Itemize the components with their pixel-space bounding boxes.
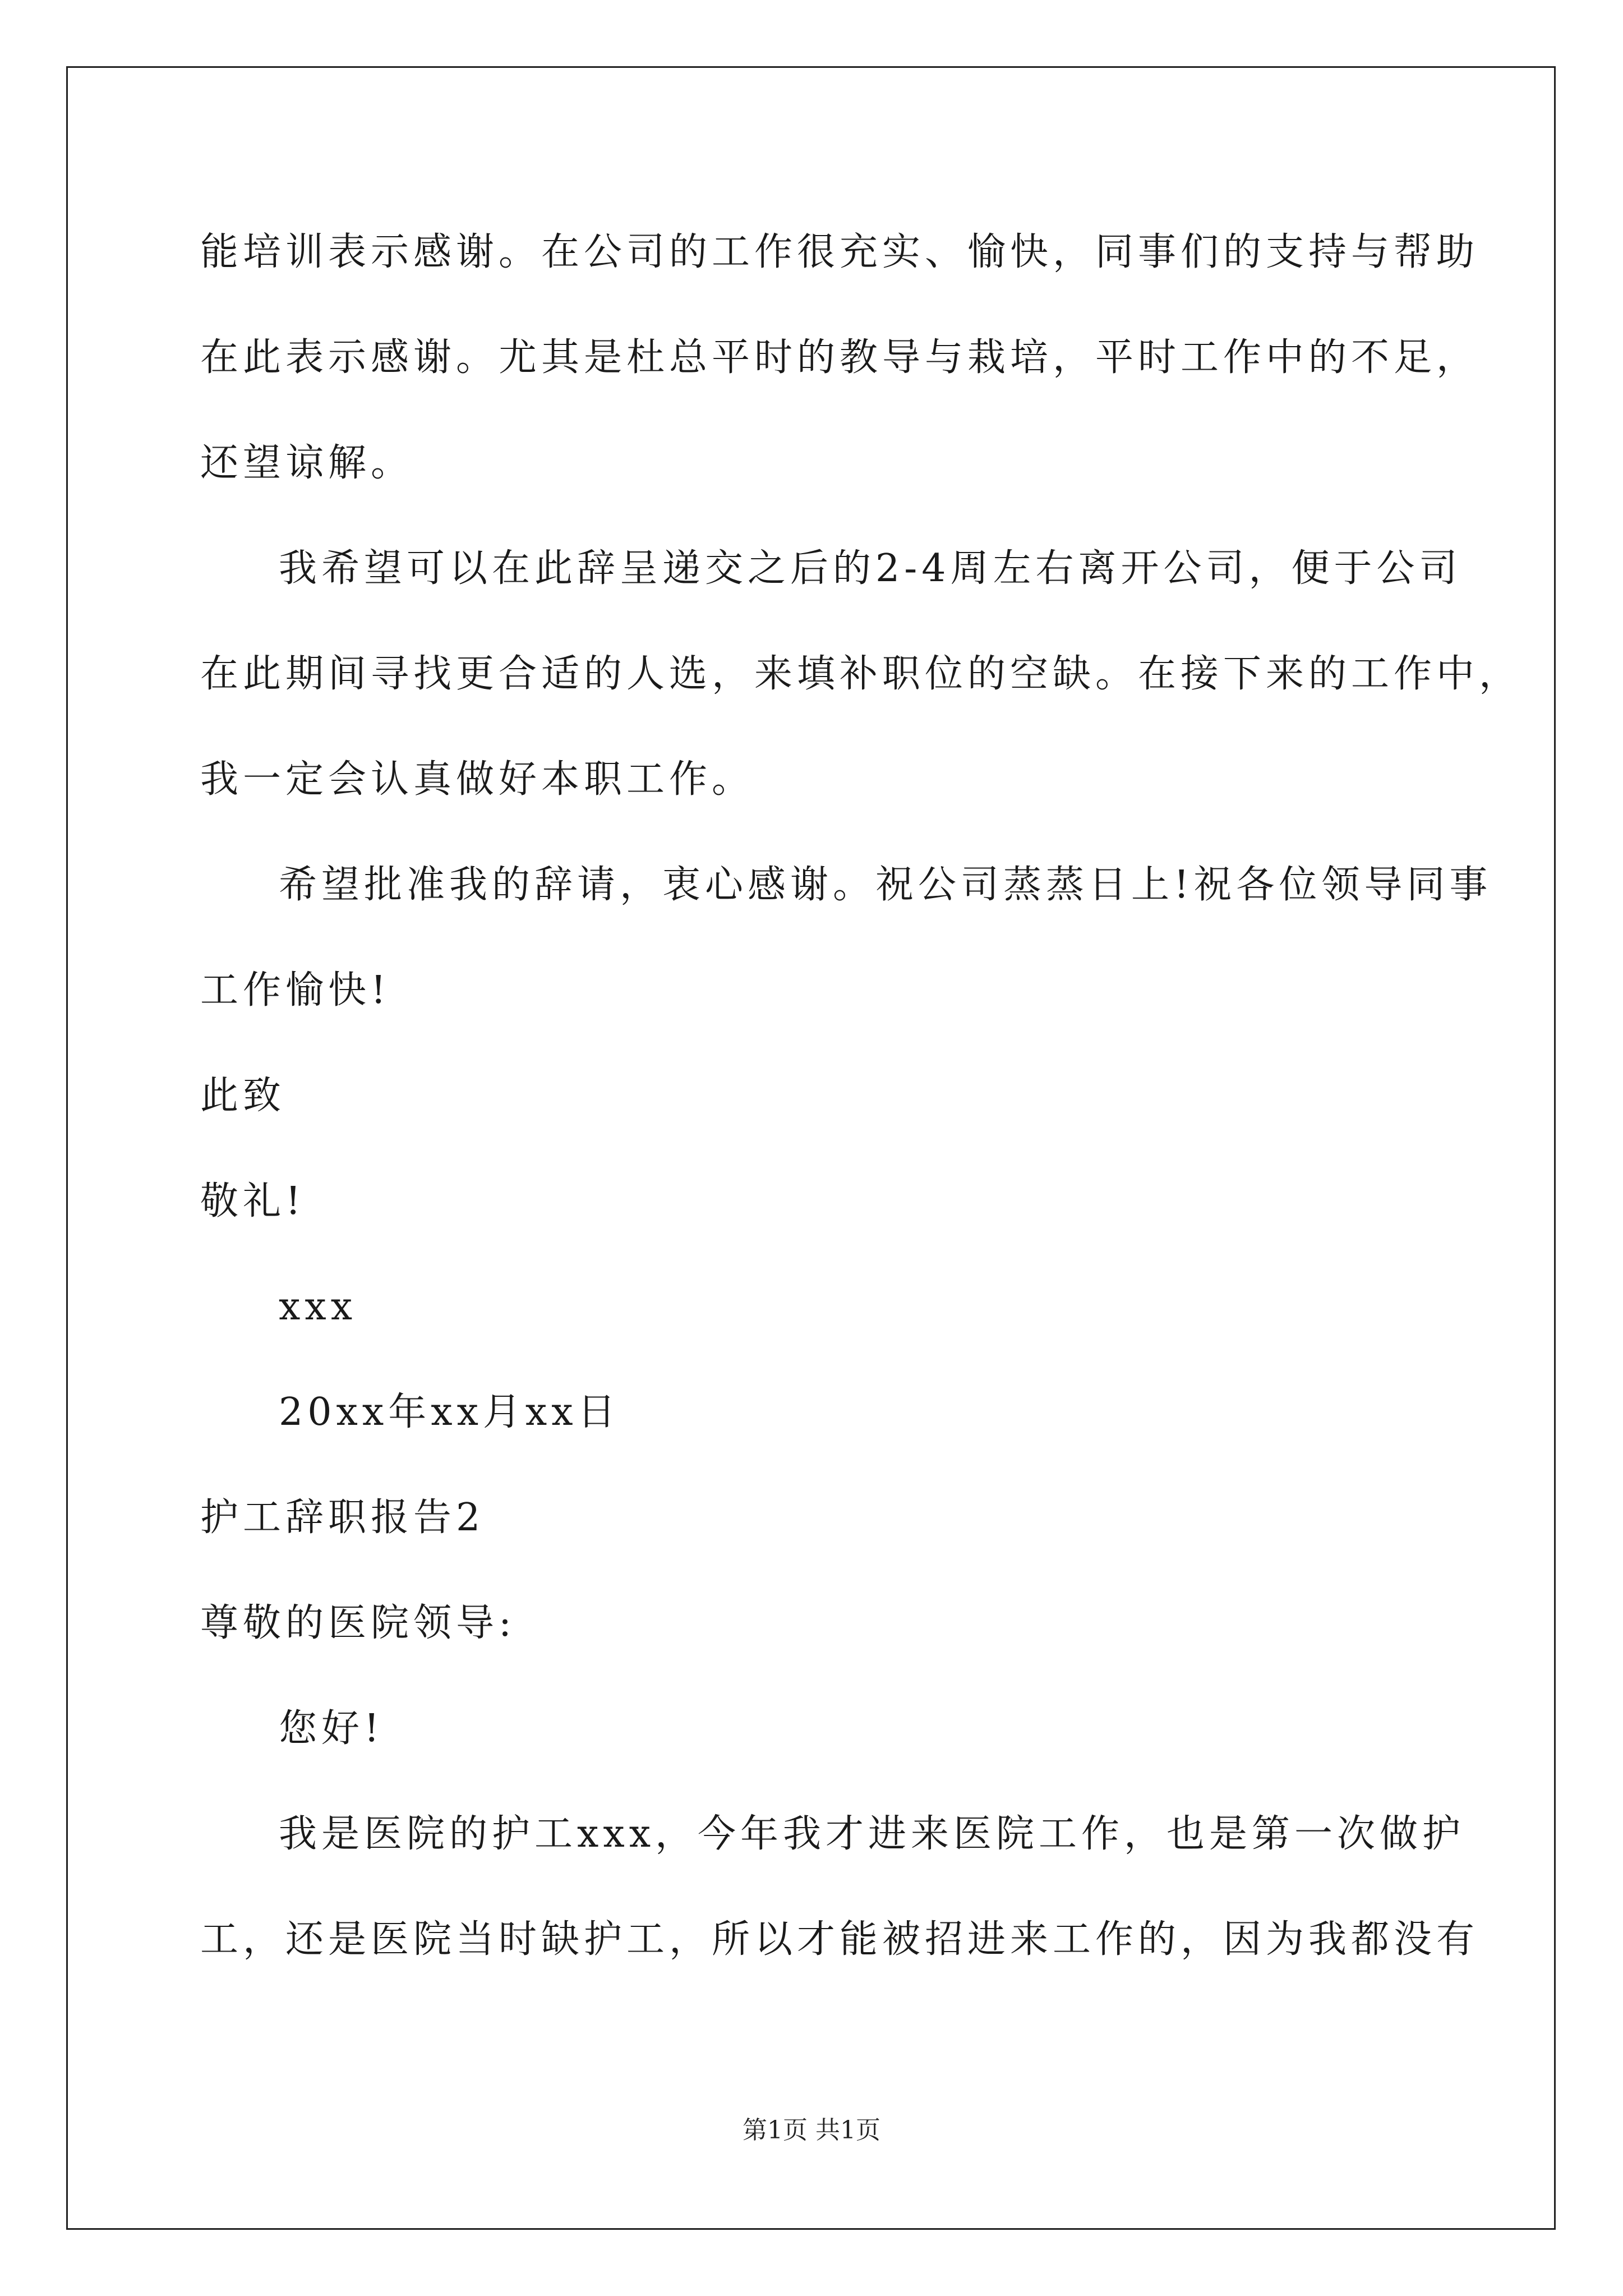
body-line-8: 工作愉快! bbox=[200, 968, 391, 1013]
greeting: 您好! bbox=[279, 1706, 384, 1751]
body-line-6: 我一定会认真做好本职工作。 bbox=[200, 757, 755, 802]
body-line-17: 工，还是医院当时缺护工，所以才能被招进来工作的，因为我都没有 bbox=[200, 1917, 1479, 1962]
section-title: 护工辞职报告2 bbox=[200, 1496, 485, 1540]
page-border bbox=[66, 66, 1556, 2230]
closing-regards: 敬礼! bbox=[200, 1179, 306, 1223]
addressee: 尊敬的医院领导: bbox=[200, 1601, 516, 1645]
body-line-16: 我是医院的护工xxx，今年我才进来医院工作，也是第一次做护 bbox=[279, 1812, 1465, 1856]
signature-name: xxx bbox=[279, 1285, 357, 1329]
page-number: 第1页 共1页 bbox=[743, 2116, 880, 2145]
body-line-3: 还望谅解。 bbox=[200, 441, 414, 485]
closing-salutation: 此致 bbox=[200, 1074, 286, 1118]
body-line-7: 希望批准我的辞请，衷心感谢。祝公司蒸蒸日上!祝各位领导同事 bbox=[279, 863, 1492, 907]
body-line-1: 能培训表示感谢。在公司的工作很充实、愉快，同事们的支持与帮助 bbox=[200, 230, 1479, 274]
body-line-5: 在此期间寻找更合适的人选，来填补职位的空缺。在接下来的工作中， bbox=[200, 652, 1522, 696]
body-line-4: 我希望可以在此辞呈递交之后的2-4周左右离开公司，便于公司 bbox=[279, 546, 1462, 591]
signature-date: 20xx年xx月xx日 bbox=[279, 1390, 620, 1434]
body-line-2: 在此表示感谢。尤其是杜总平时的教导与栽培，平时工作中的不足， bbox=[200, 335, 1479, 380]
